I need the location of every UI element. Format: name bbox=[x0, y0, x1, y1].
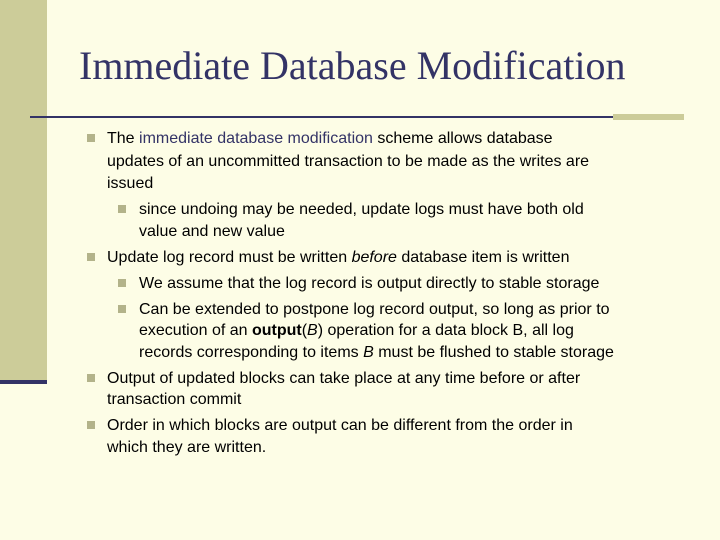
sub-bullet-2-2-line-2: execution of an output(B) operation for a data block B, all log bbox=[139, 322, 574, 339]
sub-bullet-2-2-line-3: records corresponding to items B must be flushed to stable storage bbox=[139, 344, 614, 361]
bullet-1-line-3: issued bbox=[107, 175, 154, 192]
sub-bullet-2-1-line-1: We assume that the log record is output directly to stable storage bbox=[139, 275, 600, 292]
title-divider-accent bbox=[613, 114, 684, 120]
emphasis-text: before bbox=[351, 249, 397, 266]
sub-bullet-1-1-line-1: since undoing may be needed, update logs must have both old bbox=[139, 201, 584, 218]
emphasis-text: output bbox=[251, 322, 302, 339]
bullet-4-line-2: which they are written. bbox=[107, 439, 267, 456]
title-divider bbox=[30, 116, 613, 118]
bullet-icon bbox=[87, 253, 95, 261]
bullet-2-line-1: Update log record must be written before database item is written bbox=[107, 249, 570, 266]
sub-bullet-icon bbox=[118, 205, 126, 213]
bullet-3-line-2: transaction commit bbox=[107, 391, 242, 408]
bullet-icon bbox=[87, 374, 95, 382]
sub-bullet-1-1-line-2: value and new value bbox=[139, 223, 285, 240]
bullet-1-line-2: updates of an uncommitted transaction to be made as the writes are bbox=[107, 153, 590, 170]
left-decoration-bar bbox=[0, 0, 47, 383]
bullet-icon bbox=[87, 421, 95, 429]
bullet-4-line-1: Order in which blocks are output can be different from the order in bbox=[107, 417, 573, 434]
bullet-3-line-1: Output of updated blocks can take place at any time before or after bbox=[107, 370, 581, 387]
sub-bullet-2-2-line-1: Can be extended to postpone log record output, so long as prior to bbox=[139, 301, 610, 318]
sub-bullet-icon bbox=[118, 305, 126, 313]
bullet-icon bbox=[87, 134, 95, 142]
sub-bullet-icon bbox=[118, 279, 126, 287]
emphasis-text: B bbox=[363, 344, 374, 361]
left-accent-line bbox=[0, 380, 47, 384]
bullet-1-line-1: The immediate database modification scheme allows database bbox=[107, 130, 553, 147]
slide-title: Immediate Database Modification bbox=[79, 43, 626, 88]
emphasis-text: B bbox=[307, 322, 318, 339]
emphasis-text: immediate database modification bbox=[139, 130, 373, 147]
